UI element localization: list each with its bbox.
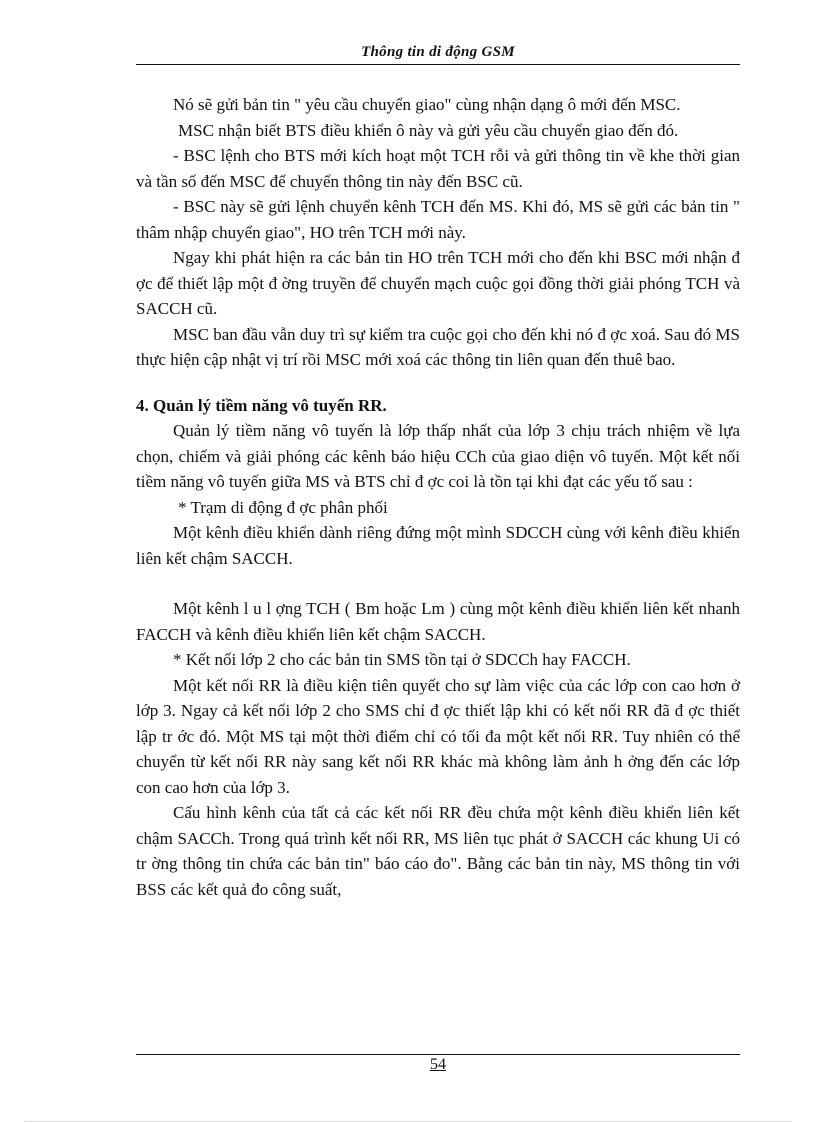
page-number: 54 bbox=[430, 1056, 446, 1073]
paragraph: Một kết nối RR là điều kiện tiên quyết cho sự làm việc của các lớp con cao hơn ở lớp 3. Ngay cả kết nối lớp 2 cho SMS chỉ đ ợc thiết lập khi có kết nối RR đã đ ợc thiết lập tr ớc đó. Một MS tại một thời điểm chỉ có tối đa một kết nối RR. Tuy nhiên có thể chuyển từ kết nối RR này sang kết nối RR khác mà không làm ảnh h ởng đến các lớp con cao hơn của lớp 3. bbox=[136, 675, 740, 797]
section-heading: 4. Quản lý tiềm năng vô tuyến RR. bbox=[136, 395, 387, 415]
paragraph: - BSC lệnh cho BTS mới kích hoạt một TCH rỗi và gửi thông tin về khe thời gian và tần số đến MSC để chuyển thông tin này đến BSC cũ. bbox=[136, 146, 740, 191]
paragraph: Quản lý tiềm năng vô tuyến là lớp thấp nhất của lớp 3 chịu trách nhiệm về lựa chọn, chiếm và giải phóng các kênh báo hiệu CCh của giao diện vô tuyến. Một kết nối tiềm năng vô tuyến giữa MS và BTS chỉ đ ợc coi là tồn tại khi đạt các yếu tố sau : bbox=[136, 421, 740, 491]
paragraph: Ngay khi phát hiện ra các bản tin HO trên TCH mới cho đến khi BSC mới nhận đ ợc để thiết lập một đ ờng truyền để chuyển mạch cuộc gọi đồng thời giải phóng TCH và SACCH cũ. bbox=[136, 248, 740, 318]
paragraph: - BSC này sẽ gửi lệnh chuyển kênh TCH đến MS. Khi đó, MS sẽ gửi các bản tin " thâm nhập chuyển giao", HO trên TCH mới này. bbox=[136, 197, 740, 242]
paragraph: MSC ban đầu vẫn duy trì sự kiểm tra cuộc gọi cho đến khi nó đ ợc xoá. Sau đó MS thực hiện cập nhật vị trí rồi MSC mới xoá các thông tin liên quan đến thuê bao. bbox=[136, 324, 740, 369]
spacer bbox=[136, 373, 740, 393]
paragraph: Một kênh điều khiển dành riêng đứng một mình SDCCH cùng với kênh điều khiển liên kết chậm SACCH. bbox=[136, 523, 740, 568]
paragraph: MSC nhận biết BTS điều khiển ô này và gửi yêu cầu chuyển giao đến đó. bbox=[178, 120, 679, 140]
running-header: Thông tin di động GSM bbox=[361, 44, 515, 60]
page-edge-dotted-line bbox=[24, 1121, 792, 1122]
spacer bbox=[136, 571, 740, 596]
paragraph: Một kênh l u l ợng TCH ( Bm hoặc Lm ) cùng một kênh điều khiển liên kết nhanh FACCH và kênh điều khiển liên kết chậm SACCH. bbox=[136, 599, 740, 644]
paragraph: Nó sẽ gửi bản tin " yêu cầu chuyển giao" cùng nhận dạng ô mới đến MSC. bbox=[173, 95, 681, 114]
bullet-item: * Trạm di động đ ợc phân phối bbox=[178, 497, 388, 517]
body-text bbox=[136, 92, 740, 902]
header-divider bbox=[136, 64, 740, 65]
footer-divider bbox=[136, 1054, 740, 1055]
paragraph: Cấu hình kênh của tất cả các kết nối RR đều chứa một kênh điều khiển liên kết chậm SACCh. Trong quá trình kết nối RR, MS liên tục phát ở SACCH các khung Ui có tr ờng thông tin chứa các bản tin" báo cáo đo". Bằng các bản tin này, MS thông tin với BSS các kết quả đo công suất, bbox=[136, 803, 740, 899]
bullet-item: * Kết nối lớp 2 cho các bản tin SMS tồn tại ở SDCCh hay FACCH. bbox=[173, 650, 631, 669]
